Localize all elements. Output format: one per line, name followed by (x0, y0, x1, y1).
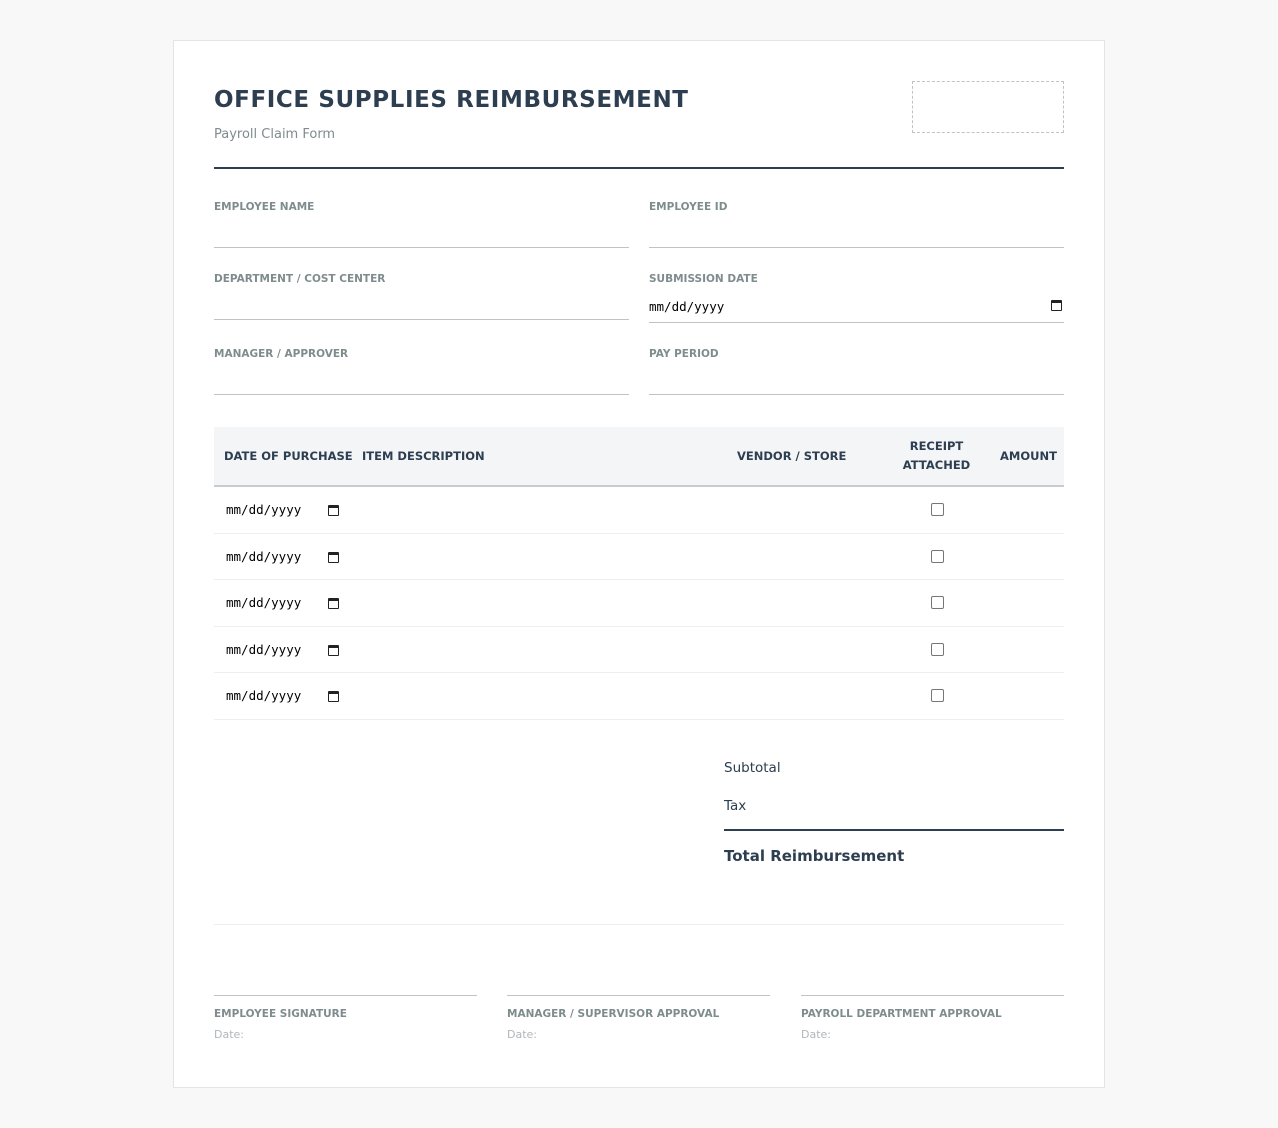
submission-date-input[interactable] (649, 291, 1064, 323)
pay-period-input[interactable] (649, 366, 1064, 395)
employee-name-label: EMPLOYEE NAME (214, 201, 315, 213)
pay-period-field (649, 348, 1064, 395)
signature-date-label: Date: (214, 1028, 244, 1041)
manager-field (214, 348, 629, 395)
form-sheet (173, 40, 1105, 1088)
purchase-date-input[interactable]: mm/dd/yyyy (226, 641, 302, 657)
employee-id-field (649, 201, 1064, 248)
department-field (214, 273, 629, 320)
totals-block (724, 753, 1064, 865)
calendar-icon[interactable] (328, 552, 339, 563)
page-title: OFFICE SUPPLIES REIMBURSEMENT (214, 87, 689, 113)
signature-date-label: Date: (507, 1028, 537, 1041)
employee-name-input[interactable] (214, 219, 629, 248)
col-receipt-attached (894, 427, 979, 485)
calendar-icon[interactable] (328, 691, 339, 702)
employee-signature-label: EMPLOYEE SIGNATURE (214, 1008, 347, 1020)
employee-signature-block[interactable] (214, 995, 477, 1041)
purchase-date-input[interactable]: mm/dd/yyyy (226, 502, 302, 517)
col-date-of-purchase: DATE OF PURCHASE (224, 448, 353, 463)
payroll-approval-label: PAYROLL DEPARTMENT APPROVAL (801, 1008, 1002, 1020)
purchase-date-input[interactable]: mm/dd/yyyy (226, 688, 302, 704)
employee-name-field (214, 201, 629, 248)
submission-date-field (649, 273, 1064, 323)
submission-date-placeholder: mm/dd/yyyy (649, 299, 725, 314)
receipt-checkbox[interactable] (931, 550, 944, 563)
pay-period-label: PAY PERIOD (649, 348, 719, 360)
manager-approval-label: MANAGER / SUPERVISOR APPROVAL (507, 1008, 720, 1020)
calendar-icon[interactable] (1051, 300, 1062, 311)
employee-id-label: EMPLOYEE ID (649, 201, 728, 213)
total-reimbursement-label: Total Reimbursement (724, 847, 905, 865)
manager-approval-block[interactable] (507, 995, 770, 1041)
col-vendor-store: VENDOR / STORE (737, 448, 847, 463)
tax-label: Tax (724, 798, 747, 814)
calendar-icon[interactable] (328, 645, 339, 656)
purchase-date-input[interactable]: mm/dd/yyyy (226, 548, 302, 564)
employee-id-input[interactable] (649, 219, 1064, 248)
subtotal-label: Subtotal (724, 760, 781, 776)
table-row (214, 580, 1064, 627)
logo-placeholder (912, 81, 1064, 133)
receipt-checkbox[interactable] (931, 689, 944, 702)
manager-label: MANAGER / APPROVER (214, 348, 349, 360)
expense-table (214, 427, 1064, 720)
receipt-checkbox[interactable] (931, 596, 944, 609)
table-row (214, 627, 1064, 674)
signature-date-label: Date: (801, 1028, 831, 1041)
page-subtitle: Payroll Claim Form (214, 127, 336, 142)
table-header (214, 427, 1064, 487)
table-row (214, 487, 1064, 534)
purchase-date-input[interactable]: mm/dd/yyyy (226, 595, 302, 611)
table-row (214, 673, 1064, 720)
department-input[interactable] (214, 291, 629, 320)
manager-input[interactable] (214, 366, 629, 395)
receipt-checkbox[interactable] (931, 503, 944, 516)
table-row (214, 534, 1064, 581)
totals-divider (724, 829, 1064, 831)
form-header (214, 41, 1064, 169)
calendar-icon[interactable] (328, 598, 339, 609)
col-item-description: ITEM DESCRIPTION (362, 448, 485, 463)
calendar-icon[interactable] (328, 505, 339, 516)
submission-date-label: SUBMISSION DATE (649, 273, 758, 285)
col-receipt-line2: ATTACHED (902, 458, 971, 472)
payroll-approval-block[interactable] (801, 995, 1064, 1041)
receipt-checkbox[interactable] (931, 643, 944, 656)
department-label: DEPARTMENT / COST CENTER (214, 273, 386, 285)
col-receipt-line1: RECEIPT (909, 439, 964, 453)
col-amount: AMOUNT (1000, 448, 1057, 463)
section-divider (214, 924, 1064, 925)
